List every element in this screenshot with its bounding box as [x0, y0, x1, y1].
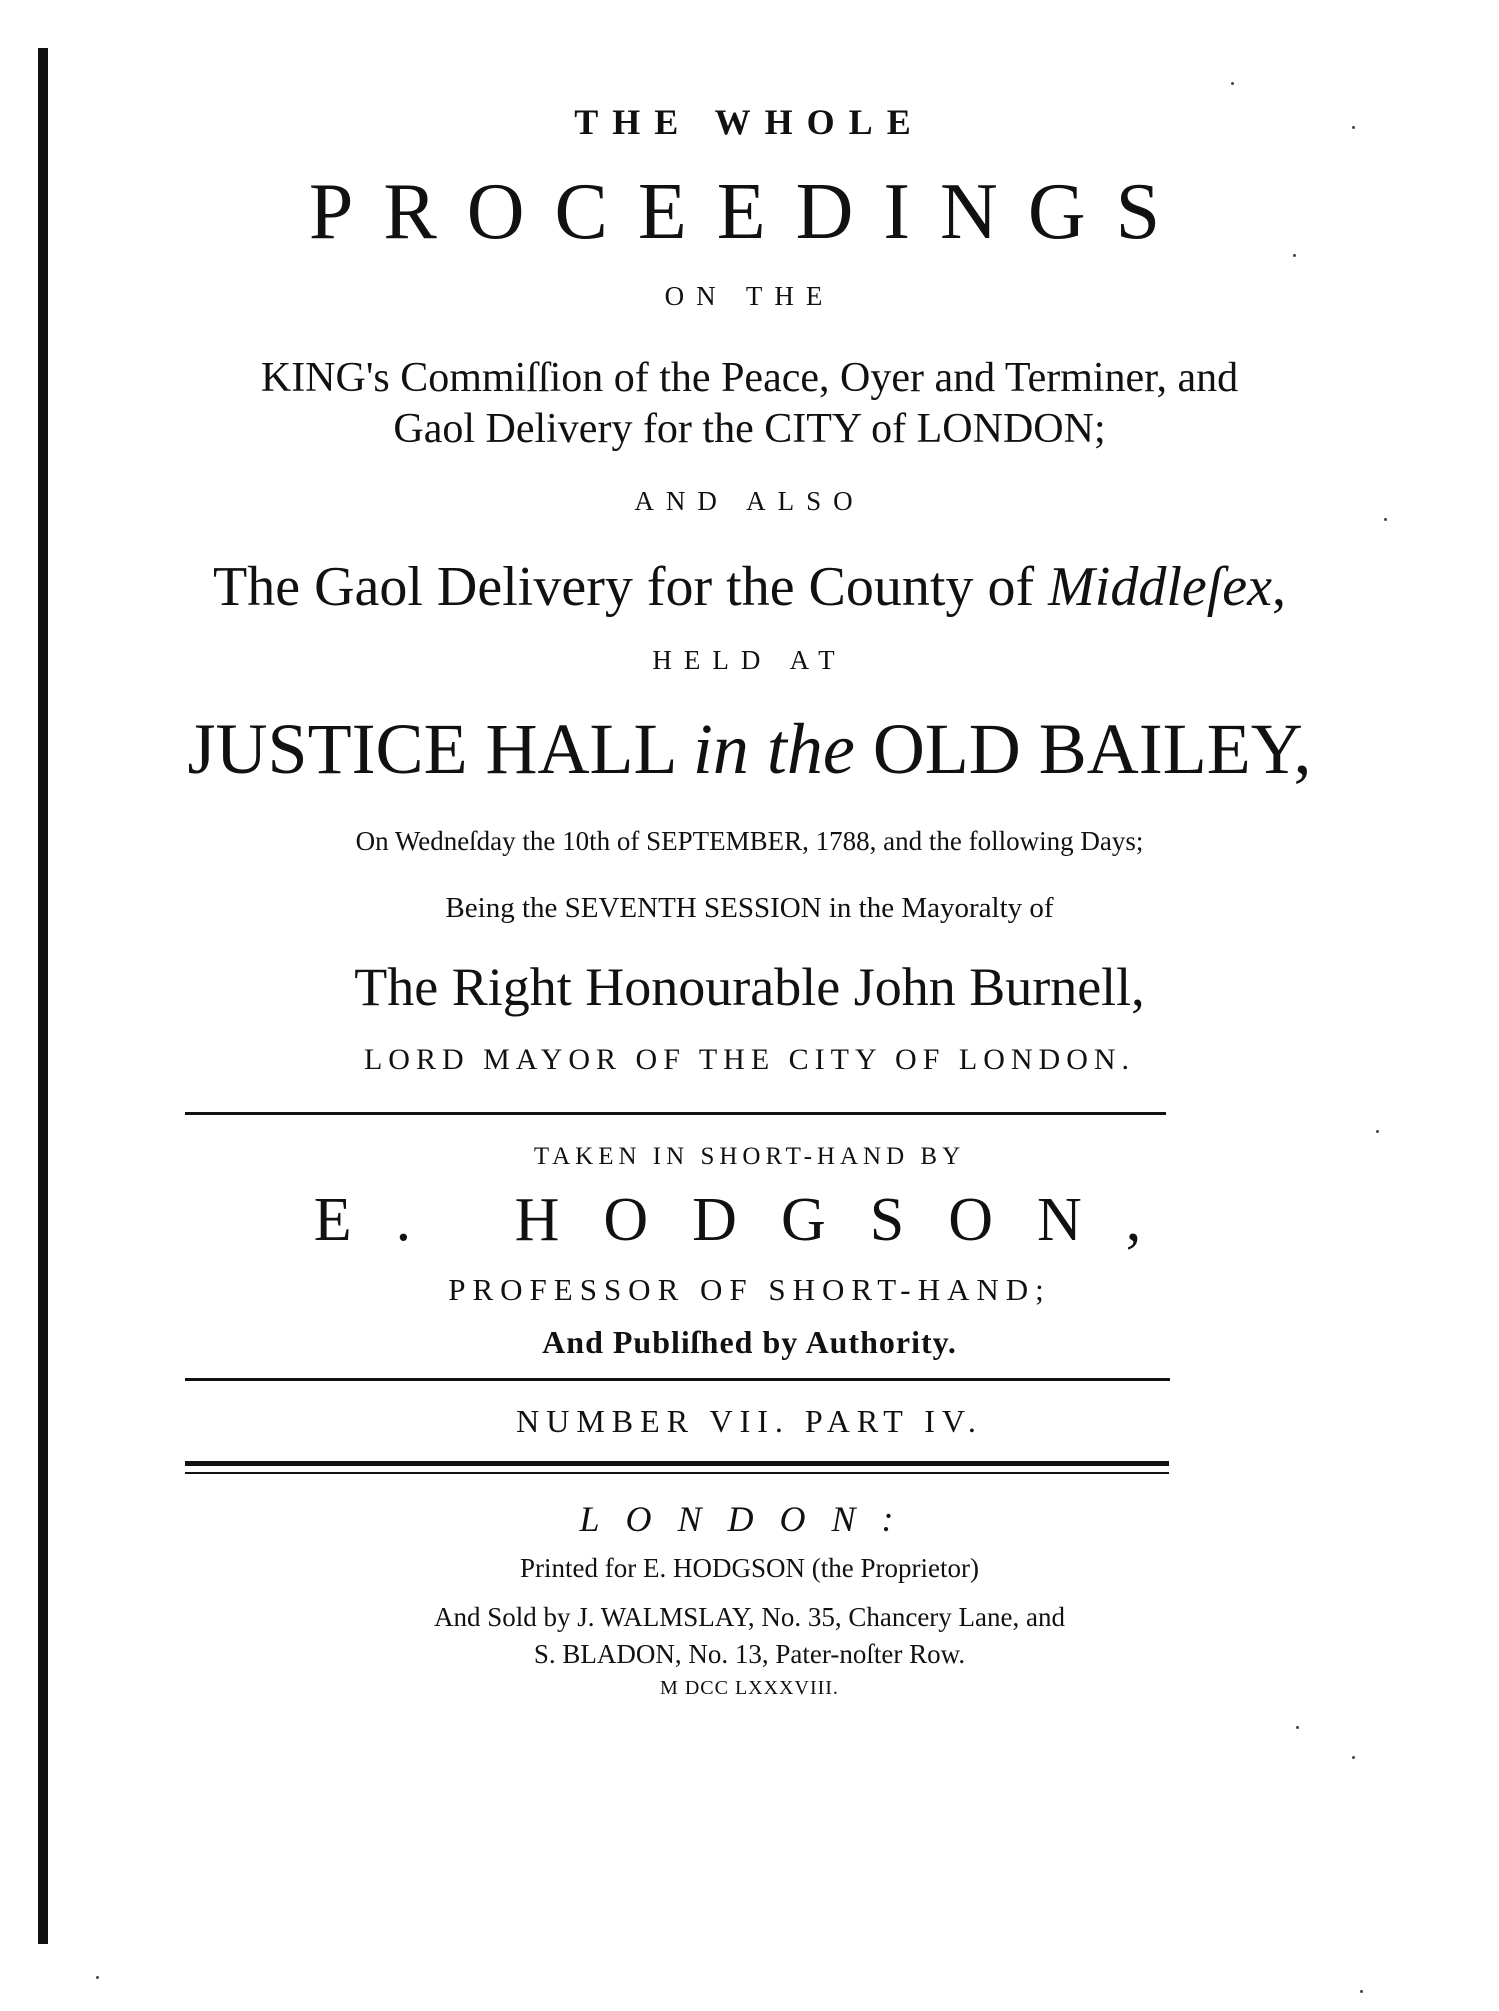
heading-the-whole: THE WHOLE: [574, 102, 925, 142]
divider-double-rule-top: [185, 1461, 1169, 1466]
text-printed-for: Printed for E. HODGSON (the Proprietor): [520, 1553, 979, 1583]
scan-speck: [1376, 1130, 1379, 1133]
text-taken-in-shorthand: TAKEN IN SHORT-HAND BY: [533, 1143, 966, 1170]
scan-speck: [1352, 126, 1355, 129]
text-date-line: On Wedneſday the 10th of SEPTEMBER, 1788, and the following Days;: [355, 826, 1144, 856]
heading-reporter-name: E. HODGSON,: [313, 1186, 1186, 1254]
scan-speck: [1352, 1756, 1355, 1759]
gaol-delivery-prefix: The Gaol Delivery for the County of: [213, 556, 1049, 618]
divider-rule-1: [185, 1112, 1166, 1115]
text-sold-by-line-1: And Sold by J. WALMSLAY, No. 35, Chancery Lane, and: [434, 1602, 1065, 1632]
text-on-the: ON THE: [664, 281, 835, 311]
scan-speck: [1384, 518, 1387, 521]
scan-speck: [1296, 1726, 1299, 1729]
gaol-delivery-county: Middleſex: [1048, 556, 1272, 618]
text-gaol-delivery: [0, 556, 1499, 618]
text-session-line: Being the SEVENTH SESSION in the Mayoralty of: [445, 892, 1054, 924]
divider-rule-2: [185, 1378, 1170, 1381]
text-published-by-authority: And Publiſhed by Authority.: [542, 1324, 957, 1360]
text-professor-line: PROFESSOR OF SHORT-HAND;: [448, 1272, 1051, 1307]
text-commission-line-2: Gaol Delivery for the CITY of LONDON;: [393, 406, 1106, 452]
justice-hall-part-3: OLD BAILEY,: [854, 709, 1312, 789]
heading-lord-mayor-name: The Right Honourable John Burnell,: [354, 957, 1145, 1017]
scan-speck: [96, 1976, 99, 1979]
text-commission-line-1: KING's Commiſſion of the Peace, Oyer and Terminer, and: [260, 355, 1239, 401]
gaol-delivery-suffix: ,: [1272, 556, 1286, 618]
heading-justice-hall: [0, 709, 1499, 789]
heading-proceedings: PROCEEDINGS: [308, 168, 1191, 256]
scan-speck: [1360, 1990, 1363, 1993]
justice-hall-part-2: in the: [692, 709, 855, 789]
text-held-at: HELD AT: [652, 645, 847, 675]
scan-speck: [1293, 254, 1296, 257]
text-imprint-city: LONDON:: [579, 1499, 920, 1539]
text-lord-mayor-title: LORD MAYOR OF THE CITY OF LONDON.: [363, 1043, 1136, 1076]
scan-speck: [1231, 82, 1234, 85]
justice-hall-part-1: JUSTICE HALL: [187, 709, 693, 789]
text-number-part: NUMBER VII. PART IV.: [516, 1403, 983, 1439]
text-and-also: AND ALSO: [634, 486, 865, 516]
divider-double-rule-bottom: [185, 1472, 1169, 1474]
text-publication-year: M DCC LXXXVIII.: [660, 1677, 839, 1699]
text-sold-by-line-2: S. BLADON, No. 13, Pater-noſter Row.: [533, 1639, 966, 1669]
